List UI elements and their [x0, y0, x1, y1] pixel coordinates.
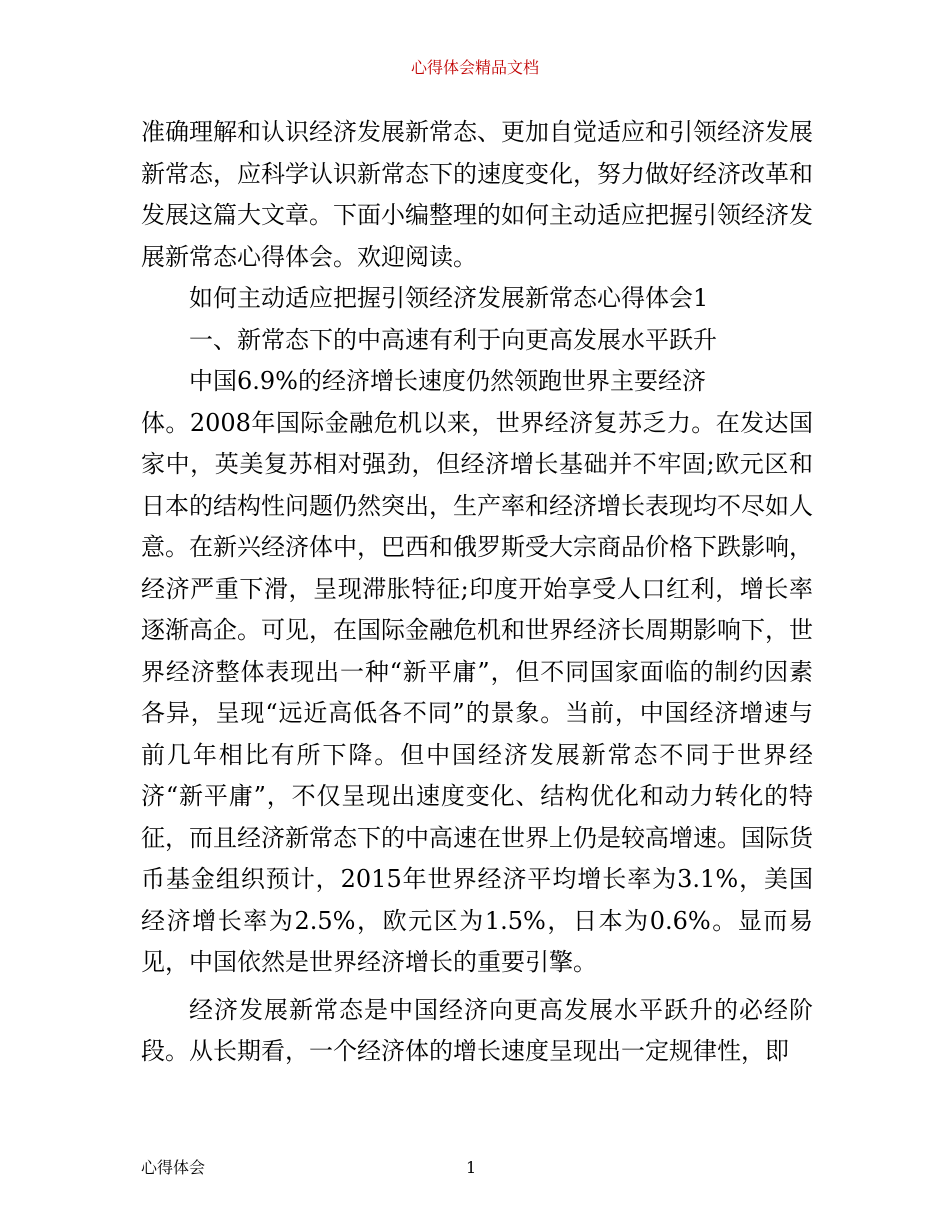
paragraph-growth-lead: 中国6.9%的经济增长速度仍然领跑世界主要经济	[189, 367, 706, 395]
paragraph-world-economy: 体。2008年国际金融危机以来，世界经济复苏乏力。在发达国家中，英美复苏相对强劲，但经济增长基础并不牢固;欧元区和日本的结构性问题仍然突出，生产率和经济增长表现均不尽如人意。在新兴经济体中，巴西和俄罗斯受大宗商品价格下跌影响，经济严重下滑，呈现滞胀特征;印度开始享受人口红利，增长率逐渐高企。可见，在国际金融危机和世界经济长周期影响下，世界经济整体表现出一种“新平庸”，但不同国家面临的制约因素各异，呈现“远近高低各不同”的景象。当前，中国经济增速与前几年相比有所下降。但中国经济发展新常态不同于世界经济“新平庸”，不仅呈现出速度变化、结构优化和动力转化的特征，而且经济新常态下的中高速在世界上仍是较高增速。国际货币基金组织预计，2015年世界经济平均增长率为3.1%，美国经济增长率为2.5%，欧元区为1.5%，日本为0.6%。显而易见，中国依然是世界经济增长的重要引擎。	[141, 408, 813, 976]
paragraph-new-normal: 经济发展新常态是中国经济向更高发展水平跃升的必经阶段。从长期看，一个经济体的增长速度呈现出一定规律性，即	[141, 995, 813, 1065]
section-title: 如何主动适应把握引领经济发展新常态心得体会1	[189, 284, 709, 312]
footer-label: 心得体会	[141, 1158, 206, 1177]
document-body	[141, 112, 813, 1073]
page-number: 1	[466, 1158, 477, 1177]
section-heading: 一、新常态下的中高速有利于向更高发展水平跃升	[189, 325, 717, 354]
page-header-title: 心得体会精品文档	[410, 58, 539, 77]
paragraph-intro: 准确理解和认识经济发展新常态、更加自觉适应和引领经济发展新常态，应科学认识新常态下的速度变化，努力做好经济改革和发展这篇大文章。下面小编整理的如何主动适应把握引领经济发展新常态心得体会。欢迎阅读。	[141, 118, 813, 271]
